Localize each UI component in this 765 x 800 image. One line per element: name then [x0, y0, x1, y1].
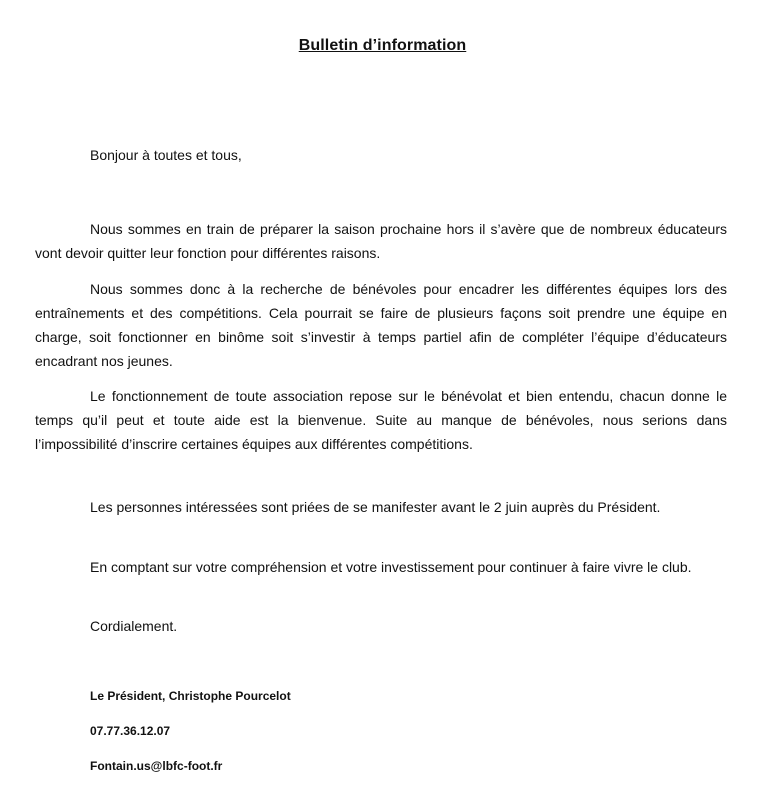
paragraph-volunteers-search: Nous sommes donc à la recherche de bénévoles pour encadrer les différentes équipes lors des entraînements et des compétitions. Cela pourrait se faire de plusieurs façons soit prendre une équipe en charge, soit fonctionner en binôme soit s’investir à temps partiel afin de compléter l’équipe d’éducateurs encadrant nos jeunes.: [35, 281, 727, 369]
closing: Cordialement.: [90, 618, 178, 634]
signature-name: Le Président, Christophe Pourcelot: [90, 689, 291, 703]
signature-phone: 07.77.36.12.07: [90, 724, 171, 738]
signature-email: Fontain.us@lbfc-foot.fr: [90, 759, 223, 773]
paragraph-association: Le fonctionnement de toute association repose sur le bénévolat et bien entendu, chacun donne le temps qu’il peut et toute aide est la bienvenue. Suite au manque de bénévoles, nous serions dans l’impossibilité d’inscrire certaines équipes aux différentes compétitions.: [35, 388, 727, 452]
paragraph-contact-deadline: Les personnes intéressées sont priées de se manifester avant le 2 juin auprès du Président.: [90, 499, 661, 515]
salutation: Bonjour à toutes et tous,: [90, 147, 242, 163]
paragraph-preparation: Nous sommes en train de préparer la saison prochaine hors il s’avère que de nombreux éducateurs vont devoir quitter leur fonction pour différentes raisons.: [35, 221, 727, 261]
document-title: Bulletin d’information: [298, 37, 467, 54]
paragraph-thanks: En comptant sur votre compréhension et votre investissement pour continuer à faire vivre le club.: [90, 559, 692, 575]
